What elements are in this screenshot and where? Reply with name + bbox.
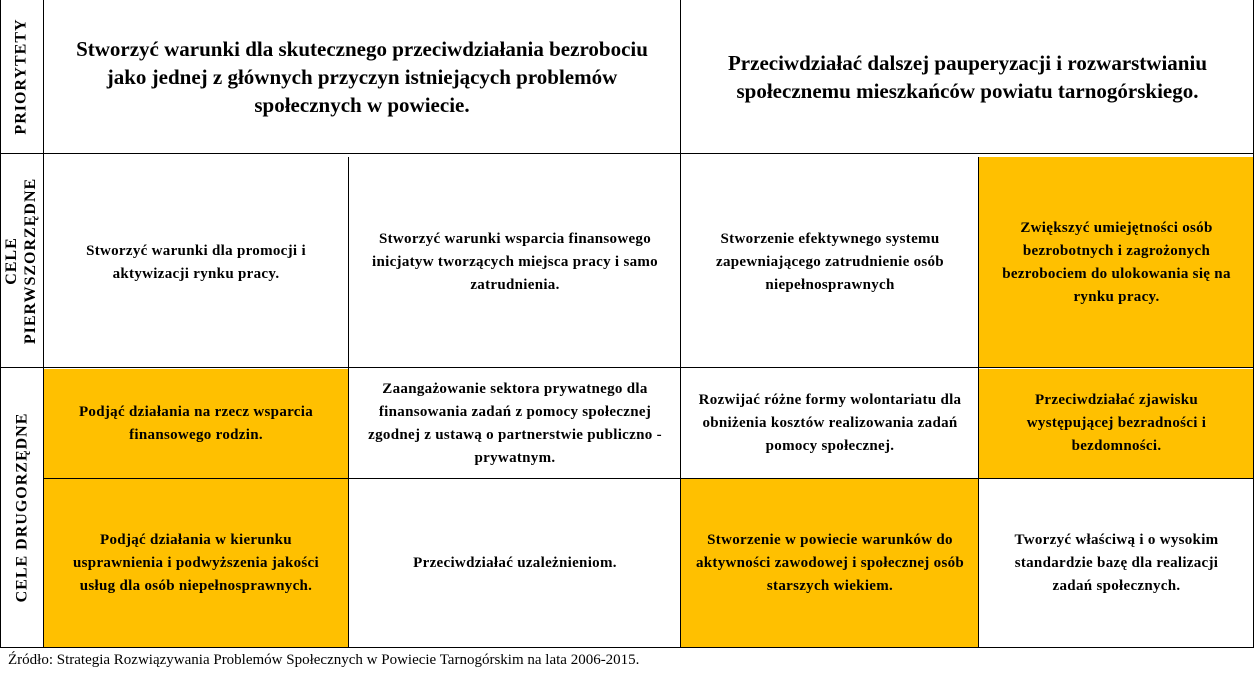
secondary-goal-cell-2 [349, 369, 681, 478]
grid-line-primary-bottom [0, 367, 1254, 368]
grid-line-priorities-bottom [0, 153, 1254, 154]
grid-line-secondary-middle [43, 478, 1254, 479]
secondary-goal-cell-8 [979, 479, 1254, 647]
priority-text-2: Przeciwdziałać dalszej pauperyzacji i rozwarstwianiu społecznemu mieszkańców powiatu tarnogórskiego. [727, 50, 1207, 103]
grid-line-side [43, 0, 44, 647]
secondary-goal-text-5: Podjąć działania w kierunku usprawnienia i podwyższenia jakości usług dla osób niepełnosprawnych. [73, 531, 319, 594]
source-caption: Źródło: Strategia Rozwiązywania Problemów Społecznych w Powiecie Tarnogórskim na lata 2006-2015. [8, 652, 640, 668]
secondary-goal-cell-7 [681, 479, 979, 647]
side-label-priorities-text: PRIORYTETY [13, 18, 30, 135]
secondary-goal-cell-3 [681, 369, 979, 478]
priority-cell-1 [43, 0, 681, 153]
grid-line-bottom [0, 647, 1254, 648]
primary-goal-text-3: Stworzenie efektywnego systemu zapewniającego zatrudnienie osób niepełnosprawnych [716, 231, 944, 293]
primary-goal-cell-2 [349, 157, 681, 368]
secondary-goal-text-2: Zaangażowanie sektora prywatnego dla finansowania zadań z pomocy społecznej zgodnej z ustawą o partnerstwie publiczno - prywatnym. [368, 380, 662, 466]
primary-goal-text-4: Zwiększyć umiejętności osób bezrobotnych i zagrożonych bezrobociem do ulokowania się na rynku pracy. [1002, 219, 1231, 305]
secondary-goal-text-8: Tworzyć właściwą i o wysokim standardzie bazę dla realizacji zadań społecznych. [1014, 531, 1219, 594]
priority-cell-2 [681, 0, 1254, 153]
side-label-primary-goals-text [3, 177, 41, 343]
secondary-goal-text-7: Stworzenie w powiecie warunków do aktywności zawodowej i społecznej osób starszych wiekiem. [695, 531, 965, 594]
secondary-goal-cell-4 [979, 369, 1254, 478]
side-label-primary-goals-line2: PIERWSZORZĘDNE [22, 177, 40, 344]
secondary-goal-text-4: Przeciwdziałać zjawisku występującej bezradności i bezdomności. [1026, 392, 1207, 454]
primary-goal-cell-3 [681, 157, 979, 368]
side-label-priorities [0, 0, 43, 153]
priority-text-1: Stworzyć warunki dla skutecznego przeciwdziałania bezrobociu jako jednej z głównych przyczyn istniejących problemów społecznych w powiecie. [76, 36, 648, 117]
primary-goal-cell-1 [43, 157, 349, 368]
secondary-goal-cell-6 [349, 479, 681, 647]
primary-goal-text-1: Stworzyć warunki dla promocji i aktywizacji rynku pracy. [86, 242, 306, 282]
grid-line-col4 [978, 157, 979, 647]
side-label-secondary-goals-text: CELE DRUGORZĘDNE [13, 412, 30, 603]
grid-line-center [680, 0, 681, 647]
secondary-goal-text-1: Podjąć działania na rzecz wsparcia finansowego rodzin. [78, 403, 314, 443]
grid-line-left [0, 0, 1, 647]
grid-line-col2 [348, 157, 349, 647]
secondary-goal-text-6: Przeciwdziałać uzależnieniom. [413, 554, 617, 571]
side-label-secondary-goals [0, 368, 43, 647]
secondary-goal-text-3: Rozwijać różne formy wolontariatu dla obniżenia kosztów realizowania zadań pomocy społecznej. [698, 392, 962, 454]
secondary-goal-cell-5 [43, 479, 349, 647]
primary-goal-cell-4 [979, 157, 1254, 368]
side-label-primary-goals-line1: CELE [3, 236, 21, 285]
primary-goal-text-2: Stworzyć warunki wsparcia finansowego inicjatyw tworzących miejsca pracy i samo zatrudnienia. [372, 231, 658, 293]
secondary-goal-cell-1 [43, 369, 349, 478]
side-label-primary-goals [0, 153, 43, 368]
